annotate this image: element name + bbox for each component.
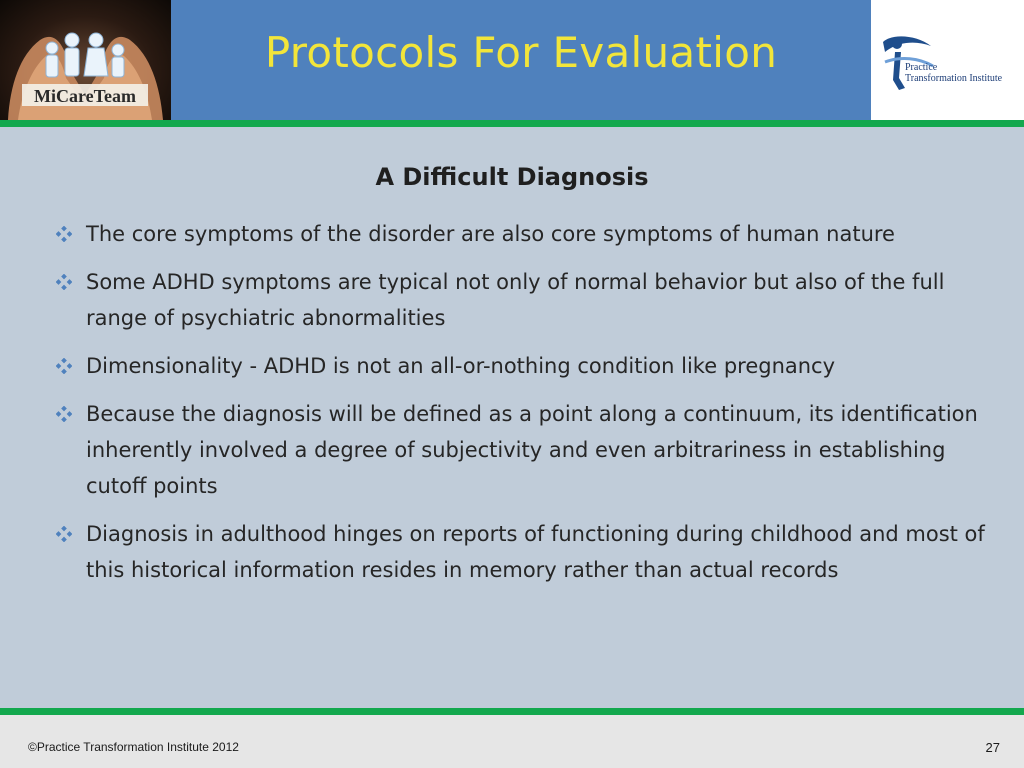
diamond-bullet-icon xyxy=(56,226,72,242)
diamond-bullet-icon xyxy=(56,358,72,374)
bullet-text: Diagnosis in adulthood hinges on reports of functioning during childhood and most of this historical information resides in memory rather than actual records xyxy=(86,522,985,582)
page-title: Protocols For Evaluation xyxy=(264,28,778,77)
page-number: 27 xyxy=(985,740,1000,755)
pti-logo xyxy=(871,0,1024,120)
bullet-item xyxy=(56,348,996,384)
bullet-item xyxy=(56,264,996,336)
diamond-bullet-icon xyxy=(56,406,72,422)
pti-logo-line2: Transformation Institute xyxy=(905,73,1003,84)
diamond-bullet-icon xyxy=(56,526,72,542)
micareteam-logo-text: MiCareTeam xyxy=(34,86,136,106)
bullet-item xyxy=(56,216,996,252)
pti-figure-logo-icon xyxy=(871,0,1024,120)
section-heading: A Difficult Diagnosis xyxy=(375,163,649,191)
copyright-text: ©Practice Transformation Institute 2012 xyxy=(28,740,239,754)
footer-accent-bar xyxy=(0,708,1024,715)
bullet-text: Because the diagnosis will be defined as a point along a continuum, its identification inherently involved a degree of subjectivity and even arbitrariness in establishing cutoff points xyxy=(86,402,978,498)
bullet-item xyxy=(56,516,996,588)
bullet-text: Dimensionality - ADHD is not an all-or-nothing condition like pregnancy xyxy=(86,354,836,378)
micareteam-logo xyxy=(0,0,171,120)
bullet-item xyxy=(56,396,996,504)
bullet-list xyxy=(56,216,996,600)
bullet-text: Some ADHD symptoms are typical not only of normal behavior but also of the full range of psychiatric abnormalities xyxy=(86,270,945,330)
bullet-text: The core symptoms of the disorder are also core symptoms of human nature xyxy=(86,222,895,246)
header-accent-bar xyxy=(0,120,1024,127)
pti-logo-line1: Practice xyxy=(905,62,938,73)
diamond-bullet-icon xyxy=(56,274,72,290)
